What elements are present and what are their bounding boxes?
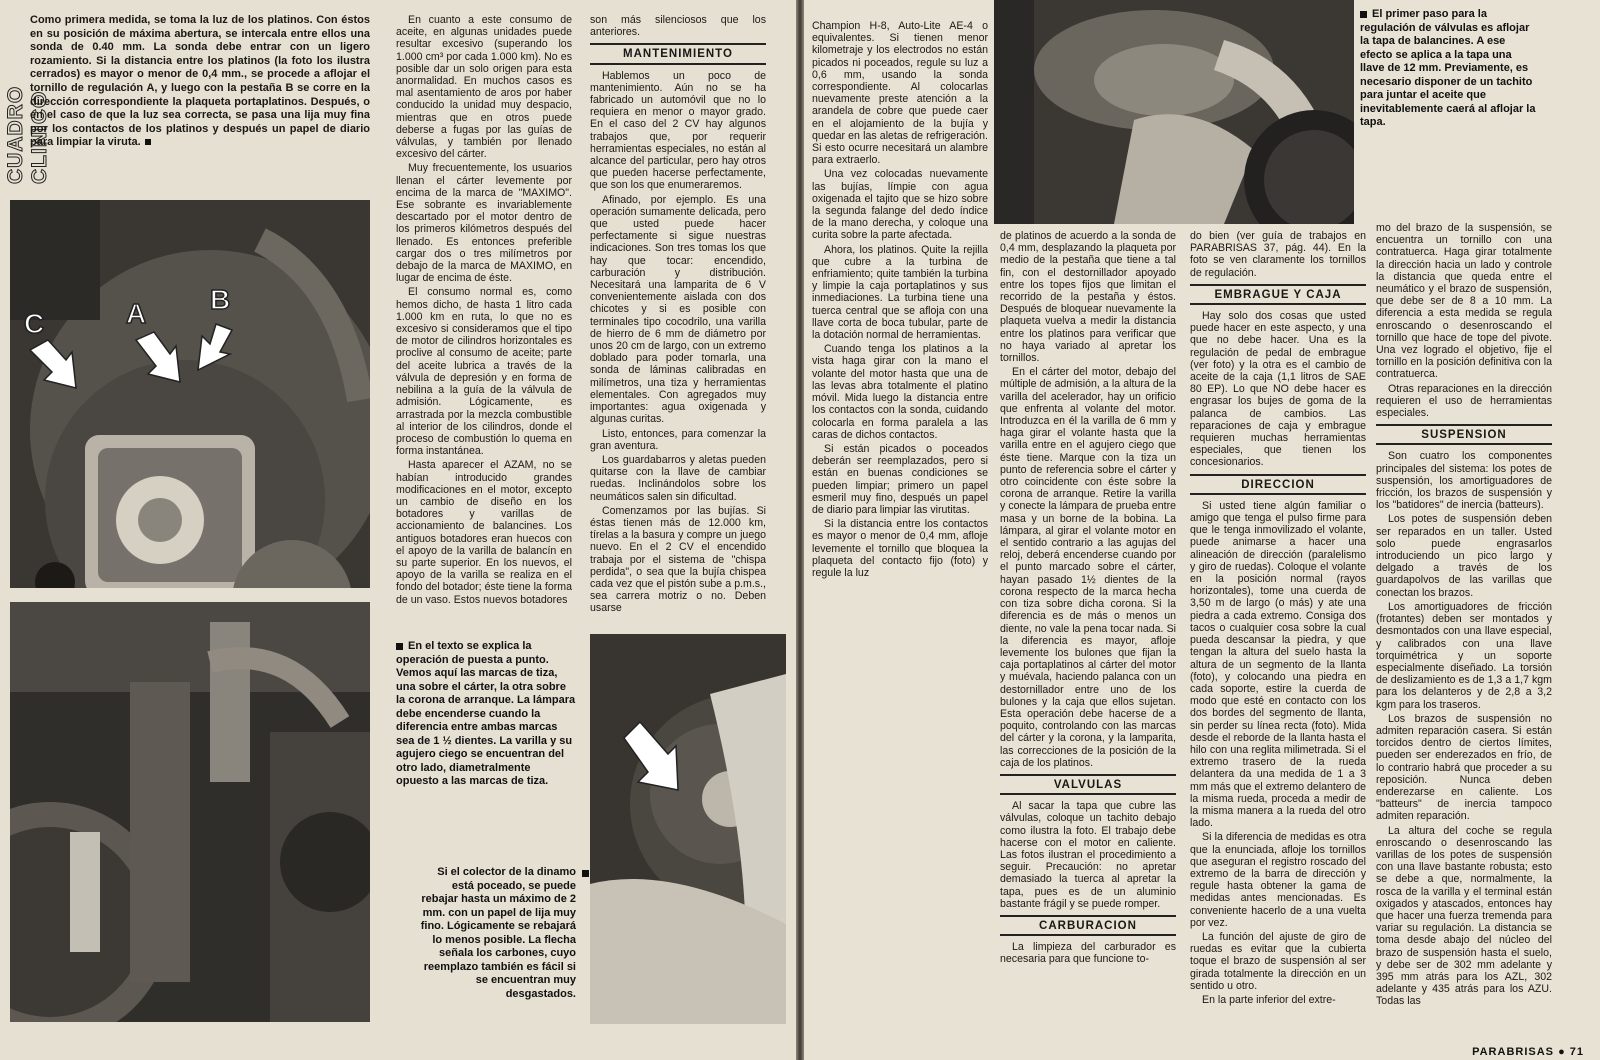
section-tab [4,14,51,184]
arrow-b-icon [198,324,232,370]
caption-chalk-text: En el texto se explica la operación de puesta a punto. Vemos aquí las marcas de tiza, una sobre el cárter, la otra sobre la corona de arranque. La lámpara debe encenderse cuando la diferencia entre ambas marcas sea de 1 ½ dientes. La varilla y su agujero ciego se encuentran del otro lado, diametralmente opuesto a las marcas de tiza. [396,640,576,787]
column-suspension [1376,222,1552,1042]
heading-direccion: DIRECCION [1190,474,1366,495]
caption-dinamo-text: Si el colector de la dinamo está poceado, se puede rebajar hasta un máximo de 2 mm. con un papel de lija muy fino. Lógicamente se rebajará lo menos posible. La flecha señala los carbones, cuyo reemplazo también es fácil si se encuentran muy desgastados. [420,866,576,1000]
page-footer: PARABRISAS ● 71 [1472,1046,1584,1058]
paragraph: La función del ajuste de giro de ruedas es evitar que la cubierta toque el brazo de suspensión al ser girada totalmente la dirección en un sentido u otro. [1190,930,1366,992]
paragraph: En la parte inferior del extre- [1202,993,1336,1006]
paragraph: mo del brazo de la suspensión, se encuentra un tornillo con una contratuerca. Haga girar totalmente la dirección hacia un lado y controle la distancia que queda entre el neumático y el brazo de suspensión, que debe ser de 8 a 10 mm. La diferencia a esta medida se regula enroscando o desenroscando el tornillo que hace de tope del pivote. Una vez logrado el objetivo, fije el tornillo en la posición definitiva con la contratuerca. [1376,222,1552,381]
column-spark-plugs [812,20,988,618]
bullet-square-icon [582,870,589,877]
paragraph: Son cuatro los componentes principales del sistema: los potes de suspensión, los amortiguadores de fricción, los brazos de suspensión y los "batidores" de inercia (batteurs). [1376,450,1552,512]
paragraph: Comenzamos por las bujías. Si éstas tienen más de 12.000 km, tírelas a la basura y compre un juego nuevo. En el 2 CV el encendido trabaja por el sistema de "chispa perdida", o sea que la bujía chispea cada vez que el pistón sube a p.m.s., sea carrera motriz o no. Deben usarse [590,504,766,614]
paragraph: Los potes de suspensión deben ser reparados en un taller. Usted solo puede engrasarlos introduciendo un pico largo y delgado a través de los guardapolvos de las varillas que conectan los brazos. [1376,513,1552,599]
photo-breaker-points [10,200,370,588]
caption-chalk [396,640,576,830]
end-mark-icon [145,139,151,145]
engine-flywheel-image [10,602,370,1022]
paragraph: Listo, entonces, para comenzar la gran aventura. [590,427,766,452]
label-b: B [210,284,231,315]
paragraph: Otras reparaciones en la dirección requieren el uso de herramientas especiales. [1376,382,1552,420]
paragraph: Si la diferencia de medidas es otra que la enunciada, afloje los tornillos que aseguran el registro roscado del extremo de la barra de dirección y regule hasta obtener la gama de medidas antes mencionadas. Es conveniente hacerlo de a una vuelta por vez. [1190,831,1366,929]
paragraph: La altura del coche se regula enroscando o desenroscando las varillas de los potes de suspensión con una llave bastante robusta; esto se debe a que, normalmente, la rosca de la varilla y el terminal están oxigados y atascados, entonces hay que hacer una fuerza tremenda para variar su regulación. La distancia se toma desde abajo del núcleo del brazo de suspensión hasta el suelo, y debe ser de 302 mm adelante y 395 mm atrás para los AZL, 302 adelante y 435 atrás para los AZU. Todas las [1376,824,1552,1008]
paragraph: Los amortiguadores de fricción (frotantes) deben ser montados y desmontados con una llave especial, y calibrados con una llave torquimétrica y un soporte especialmente diseñado. La torsión de deslizamiento es de 1,3 a 1,7 kgm para los delanteros y de 2,8 a 3,2 kgm para los traseros. [1376,600,1552,711]
arrow-a-icon [136,332,180,382]
paragraph: Al sacar la tapa que cubre las válvulas, coloque un tachito debajo como ilustra la foto. El trabajo debe hacerse con el motor en caliente. Las fotos ilustran el procedimiento a seguir. Precaución: no apretar demasiado la tuerca al apretar la tapa, pues es de un aluminio bastante frágil y se puede romper. [1000,800,1176,910]
section-tab-label: CUADRO CLINICO [4,85,51,184]
paragraph: La limpieza del carburador es necesaria para que funcione to- [1000,941,1176,966]
heading-embrague: EMBRAGUE Y CAJA [1190,284,1366,305]
paragraph: Champion H-8, Auto-Lite AE-4 o equivalentes. Si tienen menor kilometraje y los electrodos no están picados ni poceados, regule su luz a 0,6 mm, usando la sonda correspondiente. Al colocarlas nuevamente preste atención a la arandela de cobre que puede caer en el alojamiento de la bujía y quedar en las aletas de refrigeración. Si esto ocurre necesitará un alambre para extraerlo. [812,20,988,167]
dynamo-image [590,634,786,1024]
paragraph: En el cárter del motor, debajo del múltiple de admisión, a la altura de la varilla del acelerador, hay un orificio que enfrenta al volante del motor. Introduzca en él la varilla de 6 mm y haga girar el volante hasta que la varilla entre en el agujero ciego que éste tiene. Marque con la tiza un punto de referencia sobre el cárter y otro coincidente con éste sobre la corona de arranque. Retire la varilla y conecte la lámpara de prueba entre masa y un borne de la bobina. La lámpara, al girar el volante motor en el sentido contrario a las agujas del reloj, deberá encenderse cuando por el punto marcado sobre el cárter, hayan pasado 1½ dientes de la corona respecto de la marca hecha con tiza sobre dicha corona. Si la diferencia es de más o menos un diente, no vale la pena tocar nada. Si la diferencia es mayor, afloje levemente los bulones que fijan la caja portaplatinos al cárter del motor y muévala, haciendo palanca con un destornillador entre uno de los bulones y la caja que ellos sujetan. Esta operación debe hacerse de a poquito, controlando con las marcas del cárter y la corona, y la lamparita, las correcciones de la posición de la caja de los platinos. [1000,366,1176,769]
label-a: A [126,298,147,329]
caption-valves [1360,8,1538,148]
paragraph: En cuanto a este consumo de aceite, en algunas unidades puede resultar excesivo (superando los 1.000 cm³ por cada 1.000 km). No es posible dar un solo origen para esta anormalidad. En muchos casos es mal asentamiento de aros por haber conducido la unidad muy despacio, mientras que en otros puede deberse a fugas por las guías de válvulas, y también por llenado excesivo del cárter. [396,14,572,161]
heading-mantenimiento: MANTENIMIENTO [590,43,766,64]
paragraph: Una vez colocadas nuevamente las bujías, límpie con agua oxigenada el tajito que se hizo sobre la segunda falange del dedo índice de la mano derecha, y coloque una curita sobre la parte afectada. [812,168,988,242]
paragraph: Si usted tiene algún familiar o amigo que tenga el pulso firme para que le tenga inmovilizado el volante, puede animarse a hacer una alineación de dirección (paralelismo y giro de ruedas). Coloque el volante en la posición normal (rayos horizontales), tome una cuerda de 3,50 m de largo (o más) y ate una piedra a cada extremo. Consiga dos tacos o cualquier cosa sobre la cual pueda descansar la piedra, y que tengan la altura del suelo hasta la altura de un segmento de la llanta (foto), y colocando una piedra en cada soporte, estire la cuerda de modo que esté en contacto con los dos bordes del segmento de llanta, sin perder su línea recta (foto). Mida desde el reborde de la llanta hasta el hilo con una reglita milimetrada. Si el extremo trasero de la rueda delantera da una medida de 1 a 3 mm más que el extremo delantero de la misma rueda, proceda a medir de la misma manera a la rueda del otro lado. [1190,499,1366,830]
paragraph: Si la distancia entre los contactos es mayor o menor de 0,4 mm, afloje levemente el tornillo que bloquea la plaqueta del contacto fijo (foto) y regule la luz [812,518,988,579]
label-c: C [24,308,45,339]
paragraph: El consumo normal es, como hemos dicho, de hasta 1 litro cada 1.000 km en ruta, lo que no es excesivo si consideramos que el tipo de motor de cilindros horizontales es proclive al consumo de aceite; parte del aceite lubrica a través de la válvula de depresión y en forma de nebilina a la guía de la válvula de admisión. Lógicamente, es arrastrada por la mezcla combustible al interior de los cilindros, donde el proceso de combustión lo quema en forma instantánea. [396,286,572,458]
heading-carburacion: CARBURACION [1000,915,1176,936]
valve-cover-image [994,0,1354,224]
intro-caption-text: Como primera medida, se toma la luz de los platinos. Con éstos en su posición de máxima abertura, se intercala entre ellos una sonda de 0.40 mm. La sonda debe entrar con un ligero rozamiento. Si la distancia entre los platinos (la foto los ilustra cerrados) es mayor o menor de 0,4 mm., se procede a aflojar el tornillo de regulación A, y luego con la pestaña B se corre en la dirección correspondiente la plaqueta portaplatinos. Después, o en el caso de que la luz sea correcta, se pasa una lija muy fina por los contactos de los platinos y después un papel de diario para limpiar la viruta. [30,14,370,149]
paragraph: Hablemos un poco de mantenimiento. Aún no se ha fabricado un automóvil que no lo requiera en menor o mayor grado. En el caso del 2 CV hay algunos trabajos que, por requerir herramientas especiales, no están al alcance del particular, pero hay otros que pueden hacerse perfectamente, que son los que enumeraremos. [590,69,766,192]
left-page [0,0,796,1060]
paragraph: do bien (ver guía de trabajos en PARABRISAS 37, pág. 44). En la foto se ven claramente los tornillos de regulación. [1190,230,1366,279]
caption-dinamo [420,866,576,1026]
paragraph: Los brazos de suspensión no admiten reparación casera. Si están torcidos dentro de ciertos límites, pueden ser enderezados en frío, de lo contrario habrá que proceder a su reposición. Nunca deben enderezarse en caliente. Los "batteurs" de inercia tampoco admiten reparación. [1376,712,1552,823]
heading-suspension: SUSPENSION [1376,424,1552,445]
paragraph: Hay solo dos cosas que usted puede hacer en este aspecto, y una que no debe hacer. Una es la regulación de pedal de embrague (ver foto) y la otra es el cambio de aceite de la caja (1,1 litros de SAE 80 EP). Lo que NO debe hacer es engrasar los bujes de goma de la palanca de cambios. Las reparaciones de caja y embrague requieren muchas herramientas especiales, que tienen los concesionarios. [1190,310,1366,469]
column-timing [1000,230,1176,1052]
right-page [804,0,1600,1060]
paragraph: Ahora, los platinos. Quite la rejilla que cubre a la turbina de enfriamiento; quite también la turbina y limpie la caja portaplatinos y sus inmediaciones. La turbina tiene una tuerca central que se afloja con una llave corta de boca tubular, parte de la dotación normal de herramientas. [812,243,988,342]
paragraph: son más silenciosos que los anteriores. [590,14,766,39]
arrow-c-icon [30,340,76,388]
bullet-square-icon [1360,11,1367,18]
caption-valves-text: El primer paso para la regulación de válvulas es aflojar la tapa de balancines. A ese efecto se aplica a la tapa una llave de 12 mm. Previamente, es necesario disponer de un tachito para juntar el aceite que inevitablemente caerá al aflojar la tapa. [1360,8,1536,128]
paragraph: de platinos de acuerdo a la sonda de 0,4 mm, desplazando la plaqueta por medio de la pestaña que tiene a tal fin, con el destornillador apoyado entre los topes fijos que limitan el recorrido de la pestaña y éstos. Después de bloquear nuevamente la plaqueta vuelva a medir la distancia entre los platinos para verificar que no haya variado al apretar los tornillos. [1000,230,1176,365]
photo-valve-cover [994,0,1354,224]
paragraph: Muy frecuentemente, los usuarios llenan el cárter levemente por encima de la marca de "MAXIMO". Ese sobrante es invariablemente descartado por el motor dentro de los primeros kilómetros después del llenado. Es entonces preferible cargar dos o tres milímetros por debajo de la marca de MAXIMO, en lugar de encima de éste. [396,162,572,285]
pointer-arrows [10,200,370,588]
column-oil [396,14,572,614]
column-clutch-steering [1190,230,1366,1052]
paragraph: Si están picados o poceados deberán ser reemplazados, pero si están en buenas condiciones se pueden limpiar; primero un papel esmeril muy fino, después un papel de diario para limpiar las virutitas. [812,442,988,516]
column-maintenance [590,14,766,614]
paragraph: Cuando tenga los platinos a la vista haga girar con la mano el volante del motor hasta que una de las levas abra totalmente el platino móvil. Mida luego la distancia entre los contactos con la sonda, cuidando colocarla en forma paralela a las caras de dichos contactos. [812,343,988,441]
heading-valvulas: VALVULAS [1000,774,1176,795]
paragraph: Hasta aparecer el AZAM, no se habían introducido grandes modificaciones en el motor, excepto un cambio de diseño en los botadores y varillas de accionamiento de balancines. Los antiguos botadores eran huecos con el apoyo de la varilla de balancín en su parte superior. En los nuevos, el apoyo de la varilla se realiza en el fondo del botador; éste tiene la forma de un vaso. Estos nuevos botadores [396,459,572,606]
photo-dynamo [590,634,786,1024]
intro-caption [30,14,370,174]
paragraph: Los guardabarros y aletas pueden quitarse con la llave de cambiar ruedas. Inclinándolos sobre los neumáticos salen sin dificultad. [590,453,766,503]
photo-chalk-marks [10,602,370,1022]
bullet-square-icon [396,643,403,650]
paragraph: Afinado, por ejemplo. Es una operación sumamente delicada, pero que usted puede hacer perfectamente si sigue nuestras indicaciones. Son tres tomas los que hay que tocar: encendido, carburación y distribución. Necesitará una lamparita de 6 V convenientemente aislada con dos chicotes y si es posible con terminales tipo cocodrilo, una varilla de hierro de 6 mm de diámetro por unos 20 cm de largo, con un extremo doblado para poder tomarla, una sonda de láminas calibradas en milímetros, una tiza y herramientas elementales. Con agregados muy importantes: agua oxigenada y algunas curitas. [590,193,766,426]
page-gutter [796,0,804,1060]
